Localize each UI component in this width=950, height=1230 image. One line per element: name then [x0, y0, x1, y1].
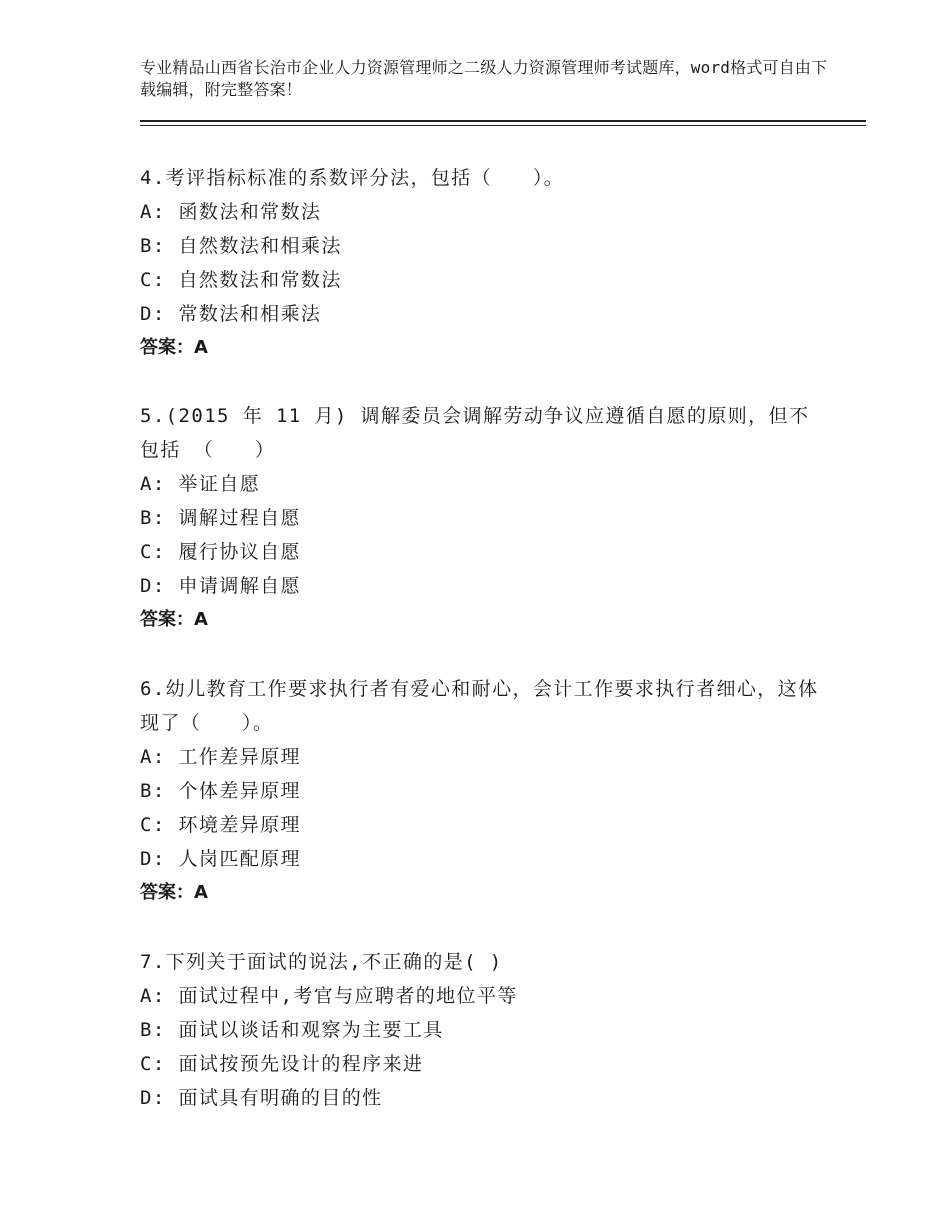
answer-label: 答案：A	[140, 609, 208, 630]
option-d: D: 申请调解自愿	[140, 575, 301, 597]
option-a: A: 举证自愿	[140, 473, 261, 495]
answer-label: 答案：A	[140, 337, 208, 358]
question-5	[140, 399, 820, 637]
question-text: 6.幼儿教育工作要求执行者有爱心和耐心，会计工作要求执行者细心，这体现了（ ）。	[140, 678, 819, 734]
option-c: C: 履行协议自愿	[140, 541, 301, 563]
question-4	[140, 161, 820, 365]
document-header: 专业精品山西省长治市企业人力资源管理师之二级人力资源管理师考试题库，word格式可自由下载编辑，附完整答案！	[140, 58, 828, 99]
option-d: D: 面试具有明确的目的性	[140, 1087, 383, 1109]
option-a: A: 面试过程中,考官与应聘者的地位平等	[140, 985, 518, 1007]
header-divider-bottom	[140, 125, 866, 127]
option-b: B: 个体差异原理	[140, 780, 301, 802]
option-c: C: 自然数法和常数法	[140, 269, 342, 291]
option-b: B: 自然数法和相乘法	[140, 235, 342, 257]
option-a: A: 函数法和常数法	[140, 201, 322, 223]
option-d: D: 人岗匹配原理	[140, 848, 301, 870]
answer-label: 答案：A	[140, 882, 208, 903]
question-text: 5.(2015 年 11 月) 调解委员会调解劳动争议应遵循自愿的原则，但不包括 （ ）	[140, 405, 810, 461]
header-divider-top	[140, 120, 866, 122]
option-c: C: 面试按预先设计的程序来进	[140, 1053, 424, 1075]
question-text: 7.下列关于面试的说法,不正确的是( )	[140, 951, 503, 973]
question-7	[140, 945, 820, 1115]
option-a: A: 工作差异原理	[140, 746, 301, 768]
option-b: B: 调解过程自愿	[140, 507, 301, 529]
option-c: C: 环境差异原理	[140, 814, 301, 836]
question-6	[140, 672, 820, 910]
option-b: B: 面试以谈话和观察为主要工具	[140, 1019, 444, 1041]
question-text: 4.考评指标标准的系数评分法，包括（ ）。	[140, 167, 565, 189]
option-d: D: 常数法和相乘法	[140, 303, 322, 325]
